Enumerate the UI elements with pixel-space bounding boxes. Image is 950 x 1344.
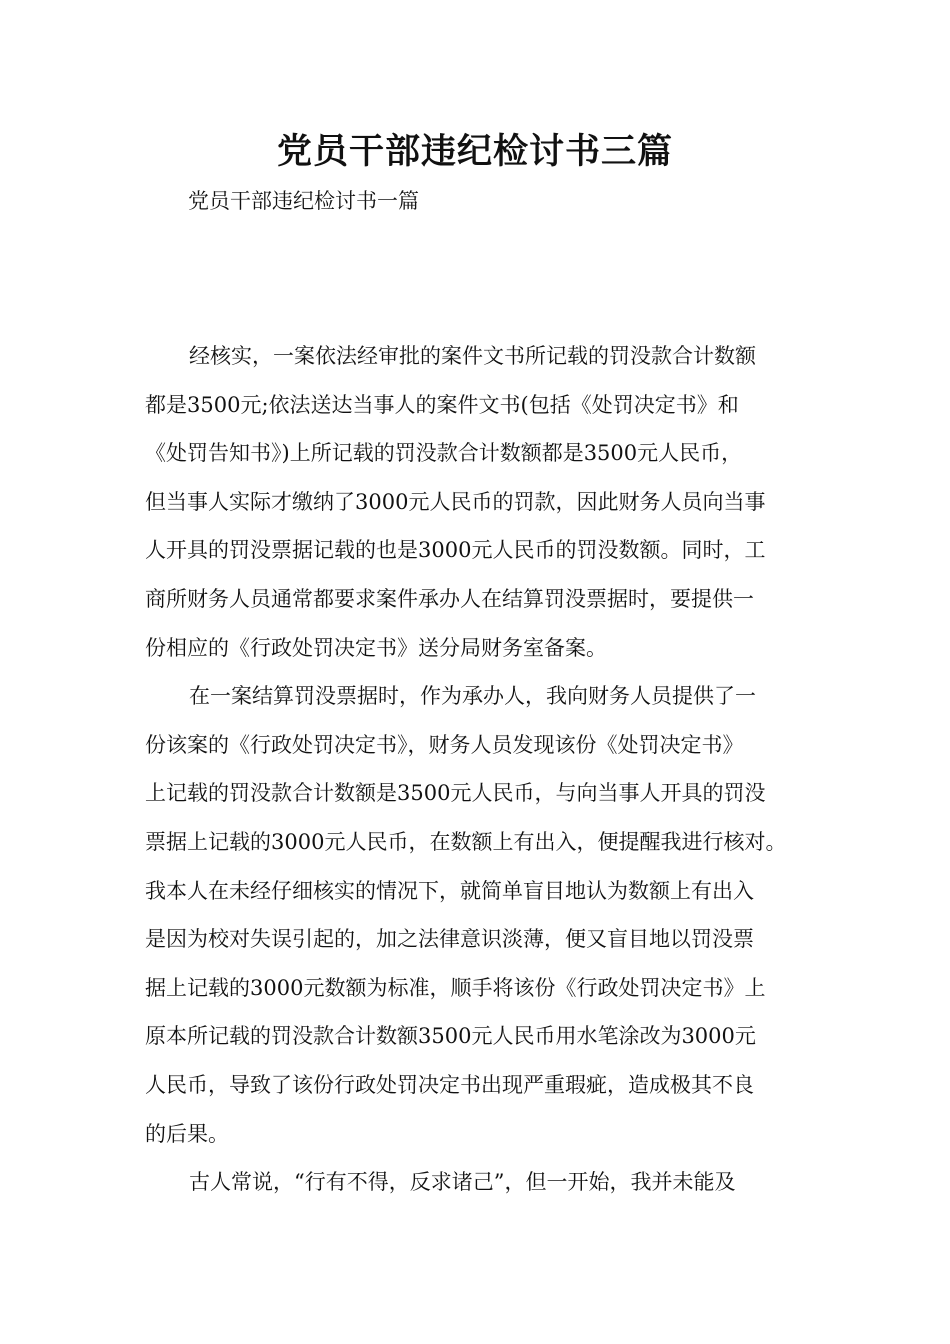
text-line: 人开具的罚没票据记载的也是3000元人民币的罚没数额。同时，工 xyxy=(145,538,766,563)
text-line: 在一案结算罚没票据时，作为承办人，我向财务人员提供了一 xyxy=(189,684,756,709)
text-line: 份该案的《行政处罚决定书》，财务人员发现该份《处罚决定书》 xyxy=(145,732,744,757)
text-line: 人民币，导致了该份行政处罚决定书出现严重瑕疵，造成极其不良 xyxy=(145,1072,754,1097)
text-line: 票据上记载的3000元人民币，在数额上有出入，便提醒我进行核对。 xyxy=(145,829,787,854)
paragraph xyxy=(145,1158,817,1207)
text-line: 是因为校对失误引起的，加之法律意识淡薄，便又盲目地以罚没票 xyxy=(145,927,754,952)
text-line: 原本所记载的罚没款合计数额3500元人民币用水笔涂改为3000元 xyxy=(145,1024,756,1049)
paragraph xyxy=(145,332,817,672)
text-line: 《处罚告知书》)上所记载的罚没款合计数额都是3500元人民币， xyxy=(145,441,743,466)
text-line: 上记载的罚没款合计数额是3500元人民币，与向当事人开具的罚没 xyxy=(145,781,766,806)
text-line: 我本人在未经仔细核实的情况下，就简单盲目地认为数额上有出入 xyxy=(145,878,754,903)
text-line: 份相应的《行政处罚决定书》送分局财务室备案。 xyxy=(145,635,607,660)
document-title: 党员干部违纪检讨书三篇 xyxy=(276,132,673,172)
text-line: 据上记载的3000元数额为标准，顺手将该份《行政处罚决定书》上 xyxy=(145,975,766,1000)
text-line: 经核实，一案依法经审批的案件文书所记载的罚没款合计数额 xyxy=(189,344,756,368)
document-subtitle: 党员干部违纪检讨书一篇 xyxy=(188,189,419,213)
text-line: 古人常说，“行有不得，反求诸己”，但一开始，我并未能及 xyxy=(189,1170,736,1195)
paragraph xyxy=(145,672,817,1158)
text-line: 都是3500元;依法送达当事人的案件文书(包括《处罚决定书》和 xyxy=(145,392,739,417)
text-line: 商所财务人员通常都要求案件承办人在结算罚没票据时，要提供一 xyxy=(145,586,754,611)
document-body xyxy=(145,332,817,1207)
text-line: 的后果。 xyxy=(145,1121,229,1146)
text-line: 但当事人实际才缴纳了3000元人民币的罚款，因此财务人员向当事 xyxy=(145,489,766,514)
